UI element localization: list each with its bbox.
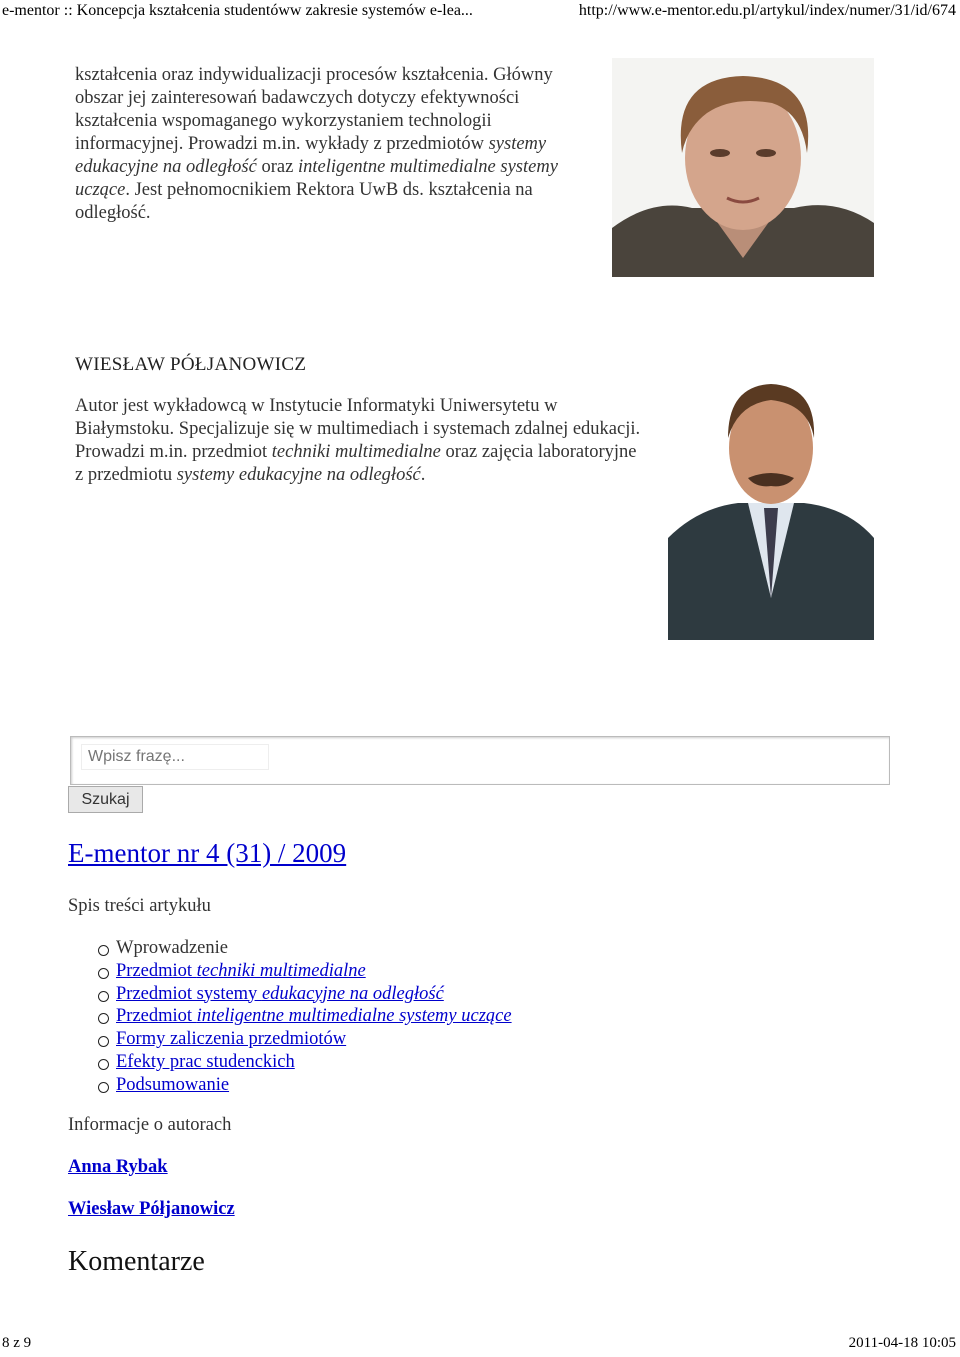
list-item bbox=[98, 1051, 512, 1074]
list-item bbox=[98, 960, 512, 983]
issue-link[interactable]: E-mentor nr 4 (31) / 2009 bbox=[68, 838, 347, 868]
author2-name: WIESŁAW PÓŁJANOWICZ bbox=[75, 354, 307, 375]
toc-item-text: Wprowadzenie bbox=[116, 938, 228, 958]
print-datetime: 2011-04-18 10:05 bbox=[848, 1335, 956, 1351]
list-item bbox=[98, 983, 512, 1006]
author1-bio: kształcenia oraz indywidualizacji procesów kształcenia. Główny obszar jej zainteresowań badawczych dotyczy efektywności kształcenia wspomaganego wykorzystaniem technologii informacyjnej. Prowadzi m.in. wykłady z przedmiotów systemy edukacyjne na odległość oraz inteligentne multimedialne systemy uczące. Jest pełnomocnikiem Rektora UwB ds. kształcenia na odległość. bbox=[75, 65, 558, 223]
search-button[interactable]: Szukaj bbox=[68, 786, 143, 813]
toc-link[interactable]: Efekty prac studenckich bbox=[116, 1051, 295, 1072]
authors-heading: Informacje o autorach bbox=[68, 1115, 232, 1135]
toc-link[interactable]: Przedmiot techniki multimedialne bbox=[116, 960, 366, 981]
list-item bbox=[98, 1028, 512, 1051]
author-link-1[interactable]: Anna Rybak bbox=[68, 1157, 168, 1177]
toc-heading: Spis treści artykułu bbox=[68, 896, 211, 916]
author-link-2[interactable]: Wiesław Półjanowicz bbox=[68, 1199, 235, 1219]
list-item bbox=[98, 937, 512, 960]
list-item bbox=[98, 1005, 512, 1028]
comments-heading: Komentarze bbox=[68, 1246, 205, 1277]
print-header bbox=[0, 0, 960, 24]
author2-photo bbox=[668, 368, 874, 640]
toc-link[interactable]: Przedmiot inteligentne multimedialne systemy uczące bbox=[116, 1006, 512, 1027]
search-input[interactable] bbox=[82, 745, 268, 769]
toc-link[interactable]: Formy zaliczenia przedmiotów bbox=[116, 1029, 347, 1050]
page-number: 8 z 9 bbox=[2, 1335, 32, 1351]
toc-link[interactable]: Przedmiot systemy edukacyjne na odległość bbox=[116, 983, 444, 1004]
author2-bio: Autor jest wykładowcą w Instytucie Informatyki Uniwersytetu w Białymstoku. Specjalizuje się w multimediach i systemach zdalnej edukacji. Prowadzi m.in. przedmiot techniki multimedialne oraz zajęcia laboratoryjne z przedmiotu systemy edukacyjne na odległość. bbox=[75, 396, 641, 485]
list-item bbox=[98, 1074, 512, 1097]
page-title: e-mentor :: Koncepcja kształcenia studentóww zakresie systemów e-lea... bbox=[2, 2, 473, 19]
toc-list bbox=[98, 937, 512, 1097]
page-url: http://www.e-mentor.edu.pl/artykul/index/numer/31/id/674 bbox=[578, 2, 956, 19]
author1-photo bbox=[612, 58, 874, 277]
toc-link[interactable]: Podsumowanie bbox=[116, 1074, 230, 1095]
print-footer bbox=[0, 1333, 960, 1357]
